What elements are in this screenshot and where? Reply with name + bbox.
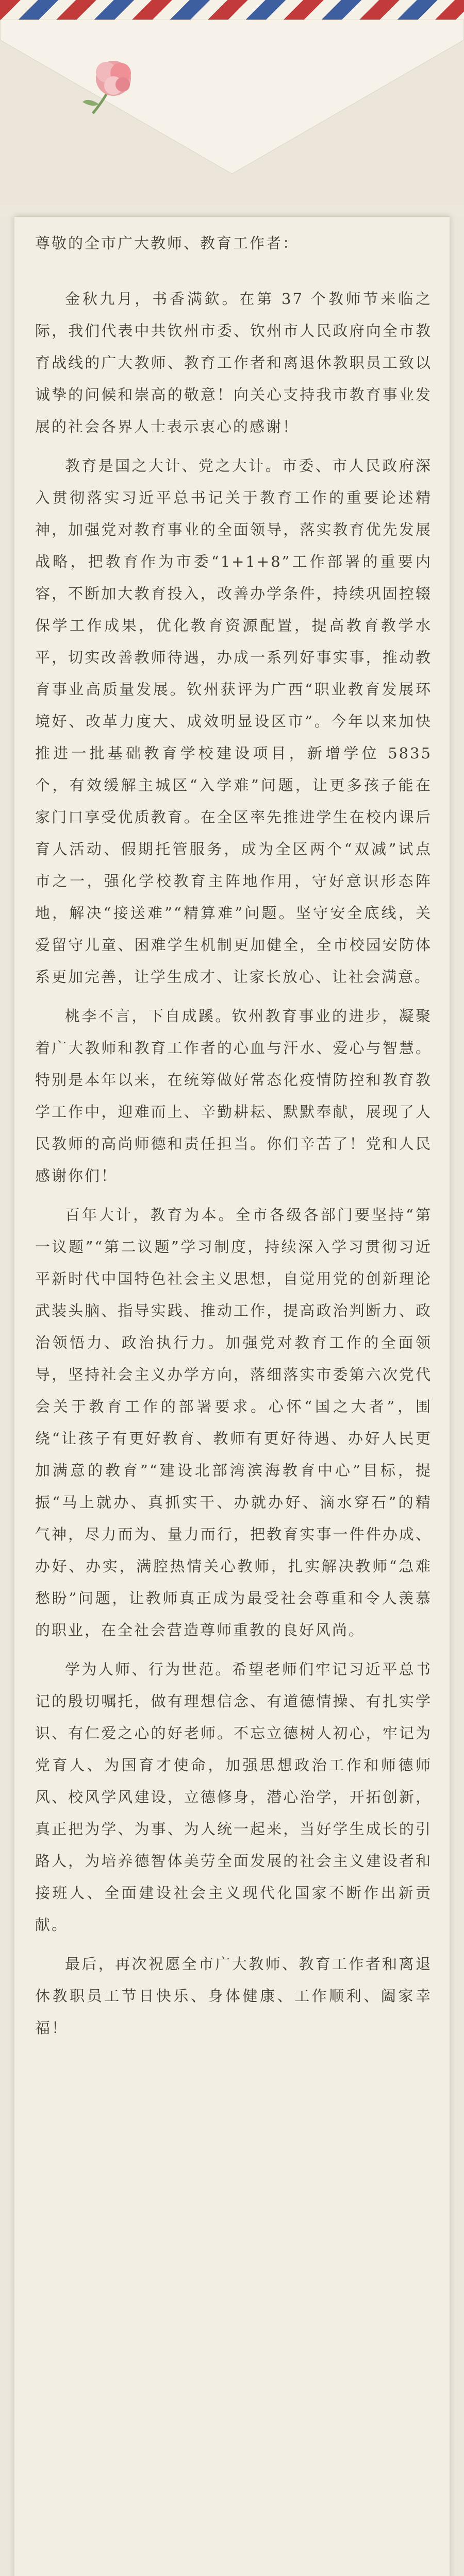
paragraph-closing: 最后，再次祝愿全市广大教师、教育工作者和离退休教职员工节日快乐、身体健康、工作顺利、阖家幸福！ bbox=[35, 1955, 432, 2037]
letter-body bbox=[35, 227, 432, 2051]
paragraph-thanks: 桃李不言，下自成蹊。钦州教育事业的进步，凝聚着广大教师和教育工作者的心血与汗水、爱心与智慧。特别是本年以来，在统筹做好常态化疫情防控和教育教学工作中，迎难而上、辛勤耕耘、默默奉献，展现了人民教师的高尚师德和责任担当。你们辛苦了！党和人民感谢你们！ bbox=[35, 1007, 432, 1184]
carnation-icon bbox=[62, 36, 155, 129]
paragraph-achievements: 教育是国之大计、党之大计。市委、市人民政府深入贯彻落实习近平总书记关于教育工作的重要论述精神，加强党对教育事业的全面领导，落实教育优先发展战略，把教育作为市委“1+1+8”工作部署的重要内容，不断加大教育投入，改善办学条件，持续巩固控辍保学工作成果，优化教育资源配置，提高教育教学水平，切实改善教师待遇，办成一系列好事实事，推动教育事业高质量发展。钦州获评为广西“职业教育发展环境好、改革力度大、成效明显设区市”。今年以来加快推进一批基础教育学校建设项目，新增学位 5835 个，有效缓解主城区“入学难”问题，让更多孩子能在家门口享受优质教育。在全区率先推进学生在校内课后育人活动、假期托管服务，成为全区两个“双减”试点市之一，强化学校教育主阵地作用，守好意识形态阵地，解决“接送难”“精算难”问题。坚守安全底线，关爱留守儿童、困难学生机制更加健全，全市校园安防体系更加完善，让学生成才、让家长放心、让社会满意。 bbox=[35, 457, 432, 986]
envelope-header bbox=[0, 0, 464, 216]
airmail-border bbox=[0, 0, 464, 20]
letter-paper bbox=[14, 216, 450, 2576]
paragraph-requirements: 百年大计，教育为本。全市各级各部门要坚持“第一议题”“第二议题”学习制度，持续深入学习贯彻习近平新时代中国特色社会主义思想，自觉用党的创新理论武装头脑、指导实践、推动工作，提高政治判断力、政治领悟力、政治执行力。加强党对教育工作的全面领导，坚持社会主义办学方向，落细落实市委第六次党代会关于教育工作的部署要求。心怀“国之大者”，围绕“让孩子有更好教育、教师有更好待遇、办好人民更加满意的教育”“建设北部湾滨海教育中心”目标，提振“马上就办、真抓实干、办就办好、滴水穿石”的精气神，尽力而为、量力而行，把教育实事一件件办成、办好、办实，满腔热情关心教师，扎实解决教师“急难愁盼”问题，让教师真正成为最受社会尊重和令人羡慕的职业，在全社会营造尊师重教的良好风尚。 bbox=[35, 1206, 432, 1639]
paragraph-hopes: 学为人师、行为世范。希望老师们牢记习近平总书记的殷切嘱托，做有理想信念、有道德情操、有扎实学识、有仁爱之心的好老师。不忘立德树人初心，牢记为党育人、为国育才使命，加强思想政治工作和师德师风、校风学风建设，立德修身，潜心治学，开拓创新，真正把为学、为事、为人统一起来，当好学生成长的引路人，为培养德智体美劳全面发展的社会主义建设者和接班人、全面建设社会主义现代化国家不断作出新贡献。 bbox=[35, 1660, 432, 1934]
salutation: 尊敬的全市广大教师、教育工作者： bbox=[35, 234, 300, 252]
paragraph-greeting: 金秋九月，书香满欽。在第 37 个教师节来临之际，我们代表中共钦州市委、钦州市人民政府向全市教育战线的广大教师、教育工作者和离退休教职员工致以诚挚的问候和崇高的敬意！向关心支持我市教育事业发展的社会各界人士表示衷心的感谢！ bbox=[35, 290, 432, 435]
